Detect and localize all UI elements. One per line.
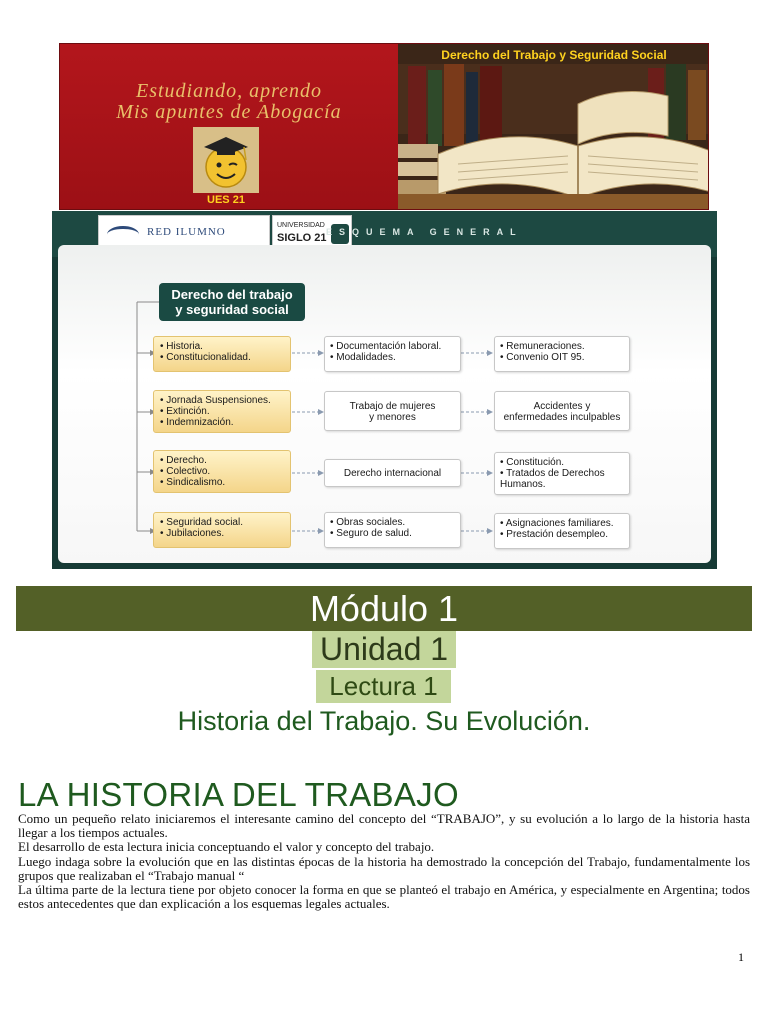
paragraph: Como un pequeño relato iniciaremos el interesante camino del concepto del “TRABAJO”, y su evolución a lo largo de la historia hasta llegar a los tiempos actuales. — [18, 811, 750, 841]
banner-subject-title: Derecho del Trabajo y Seguridad Social — [441, 48, 667, 62]
node-text: • Seguridad social. — [160, 517, 243, 528]
logo-u21-small-text: UNIVERSIDAD — [277, 222, 325, 229]
schema-root-node — [159, 283, 305, 321]
node-text: • Colectivo. — [160, 466, 211, 477]
red-ilumno-logo-text: RED ILUMNO — [147, 226, 226, 238]
node-text: • Extinción. — [160, 406, 210, 417]
lecture-subtitle: Historia del Trabajo. Su Evolución. — [177, 706, 591, 736]
header-banner — [59, 43, 709, 210]
node-text: • Constitución. — [500, 457, 565, 468]
books-image — [398, 44, 709, 210]
node-text: • Modalidades. — [330, 352, 396, 363]
schema-node-r4-b — [324, 512, 461, 548]
node-text: • Constitucionalidad. — [160, 352, 251, 363]
node-text: • Seguro de salud. — [330, 528, 412, 539]
ues-label: UES 21 — [207, 194, 245, 206]
node-text: • Convenio OIT 95. — [500, 352, 585, 363]
module-title: Módulo 1 — [309, 588, 459, 629]
node-text: • Derecho. — [160, 455, 207, 466]
node-text: • Documentación laboral. — [330, 341, 442, 352]
schema-node-r3-b — [324, 459, 461, 487]
schema-node-r1-a — [153, 336, 291, 372]
node-text: • Sindicalismo. — [160, 477, 226, 488]
page-number: 1 — [738, 950, 744, 964]
schema-node-r2-a — [153, 390, 291, 433]
section-heading: LA HISTORIA DEL TRABAJO — [18, 776, 459, 813]
schema-node-r3-c — [494, 452, 630, 495]
red-ilumno-swoosh-icon — [107, 226, 139, 243]
unidad-label: Unidad 1 — [312, 631, 456, 668]
schema-node-r4-c — [494, 513, 630, 549]
schema-node-r2-c — [494, 391, 630, 431]
schema-node-r2-b — [324, 391, 461, 431]
schema-node-r4-a — [153, 512, 291, 548]
node-text: • Prestación desempleo. — [500, 529, 609, 540]
node-text: • Obras sociales. — [330, 517, 406, 528]
node-text: Trabajo de mujeres — [349, 401, 436, 412]
node-text: • Jornada Suspensiones. — [160, 395, 271, 406]
root-line-1: Derecho del trabajo — [171, 287, 293, 302]
node-text: • Indemnización. — [160, 417, 234, 428]
paragraph: El desarrollo de esta lectura inicia conceptuando el valor y concepto del trabajo. — [18, 839, 435, 855]
banner-tagline-1: Estudiando, aprendo — [135, 80, 323, 102]
node-text: • Remuneraciones. — [500, 341, 585, 352]
node-text: Derecho internacional — [343, 468, 442, 479]
paragraph: La última parte de la lectura tiene por objeto conocer la forma en que se planteó el trabajo en América, y especialmente en Argentina; todos estos antecedentes que dan explicación a los esquemas legales actuales. — [18, 882, 750, 912]
node-text: enfermedades inculpables — [503, 412, 621, 423]
module-title-bar — [16, 586, 752, 631]
schema-node-r1-b — [324, 336, 461, 372]
schema-header-title: ESQUEMA GENERAL — [326, 227, 523, 237]
logo-u21-big-text: SIGLO 21 — [277, 232, 327, 244]
node-text: • Historia. — [160, 341, 203, 352]
schema-node-r1-c — [494, 336, 630, 372]
node-text: Accidentes y — [533, 401, 591, 412]
node-text: • Jubilaciones. — [160, 528, 225, 539]
section-body — [18, 812, 750, 911]
node-text: y menores — [369, 412, 416, 423]
paragraph: Luego indaga sobre la evolución que en las distintas épocas de la historia ha demostrado la concepción del Trabajo, fundamentalmente los grupos que realizaban el “Trabajo manual “ — [18, 853, 750, 883]
banner-tagline-2: Mis apuntes de Abogacía — [116, 101, 342, 123]
root-line-2: y seguridad social — [175, 302, 289, 317]
node-text: • Asignaciones familiares. — [500, 518, 614, 529]
lectura-label: Lectura 1 — [316, 670, 451, 703]
node-text: Humanos. — [500, 479, 546, 490]
node-text: • Tratados de Derechos — [500, 468, 605, 479]
schema-node-r3-a — [153, 450, 291, 493]
graduate-mascot-icon — [193, 127, 259, 193]
